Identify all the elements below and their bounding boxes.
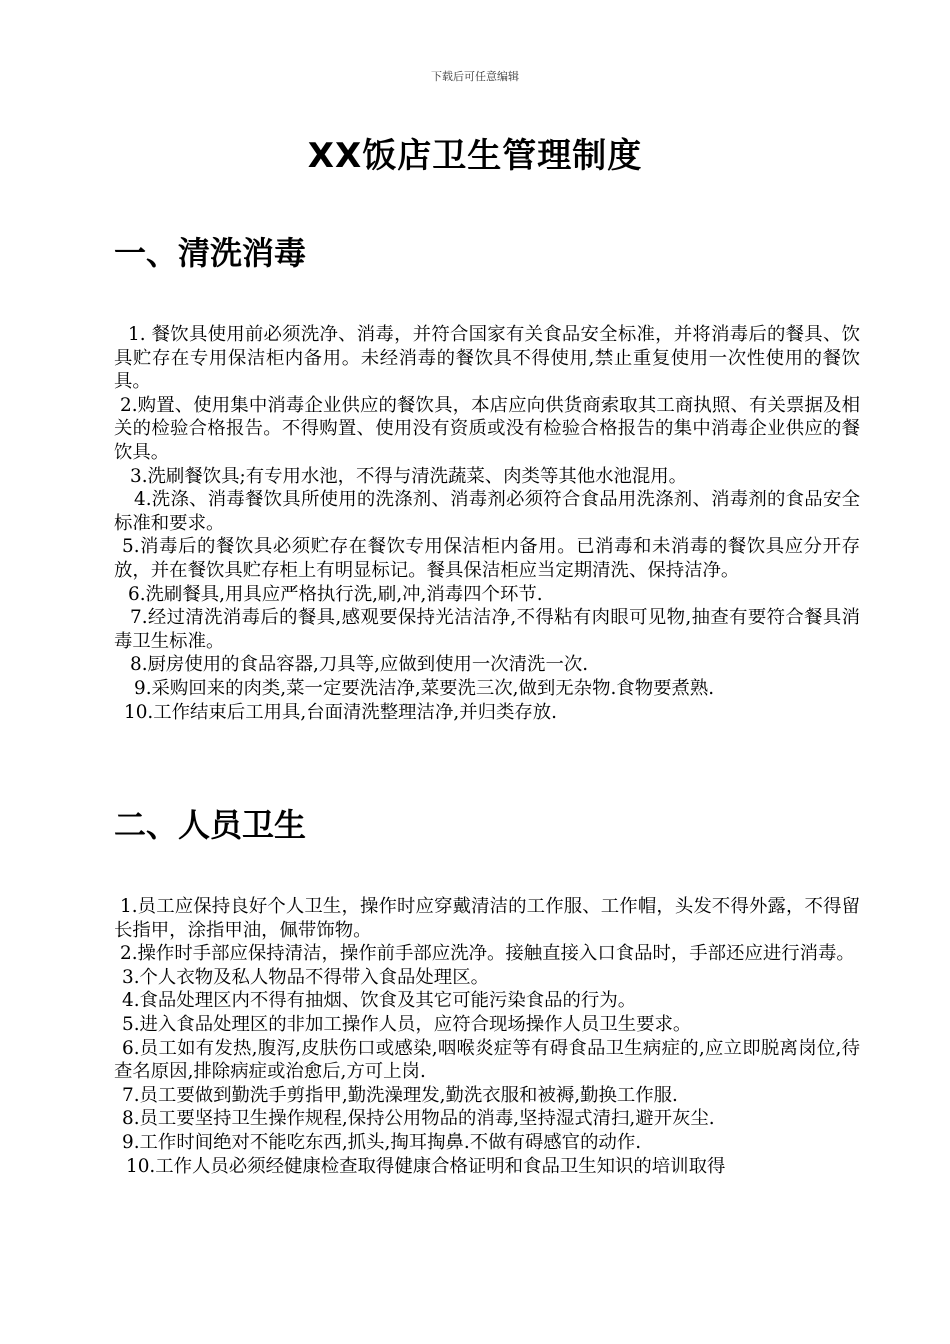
list-item: 7.经过清洗消毒后的餐具,感观要保持光洁洁净,不得粘有肉眼可见物,抽查有要符合餐具消毒卫生标准。 <box>114 607 860 652</box>
header-note: 下载后可任意编辑 <box>431 70 519 83</box>
list-item: 3.洗刷餐饮具;有专用水池，不得与清洗蔬菜、肉类等其他水池混用。 <box>130 465 688 487</box>
list-item: 10.工作结束后工用具,台面清洗整理洁净,并归类存放. <box>124 701 557 723</box>
list-item: 9.工作时间绝对不能吃东西,抓头,掏耳掏鼻.不做有碍感官的动作. <box>122 1131 642 1153</box>
list-item: 2.操作时手部应保持清洁，操作前手部应洗净。接触直接入口食品时，手部还应进行消毒。 <box>120 943 855 965</box>
list-item: 1. 餐饮具使用前必须洗净、消毒，并符合国家有关食品安全标准，并将消毒后的餐具、饮具贮存在专用保洁柜内备用。未经消毒的餐饮具不得使用,禁止重复使用一次性使用的餐饮具。 <box>114 324 860 393</box>
list-item: 6.员工如有发热,腹泻,皮肤伤口或感染,咽喉炎症等有碍食品卫生病症的,应立即脱离岗位,待查名原因,排除病症或治愈后,方可上岗. <box>114 1037 860 1083</box>
section-body-cleaning-disinfection <box>114 323 860 724</box>
list-item: 2.购置、使用集中消毒企业供应的餐饮具，本店应向供货商索取其工商执照、有关票据及相关的检验合格报告。不得购置、使用没有资质或没有检验合格报告的集中消毒企业供应的餐饮具。 <box>114 394 860 463</box>
section-heading-staff-hygiene: 二、人员卫生 <box>114 806 307 844</box>
list-item: 9.采购回来的肉类,菜一定要洗洁净,菜要洗三次,做到无杂物.食物要煮熟. <box>134 677 715 699</box>
list-item: 4.洗涤、消毒餐饮具所使用的洗涤剂、消毒剂必须符合食品用洗涤剂、消毒剂的食品安全标准和要求。 <box>114 489 860 534</box>
list-item: 7.员工要做到勤洗手剪指甲,勤洗澡理发,勤洗衣服和被褥,勤换工作服. <box>122 1084 678 1106</box>
list-item: 4.食品处理区内不得有抽烟、饮食及其它可能污染食品的行为。 <box>122 990 637 1012</box>
list-item: 5.进入食品处理区的非加工操作人员，应符合现场操作人员卫生要求。 <box>122 1013 692 1035</box>
section-body-staff-hygiene <box>114 895 860 1178</box>
list-item: 5.消毒后的餐饮具必须贮存在餐饮专用保洁柜内备用。已消毒和未消毒的餐饮具应分开存放，并在餐饮具贮存柜上有明显标记。餐具保洁柜应当定期清洗、保持洁净。 <box>114 536 860 581</box>
list-item: 1.员工应保持良好个人卫生，操作时应穿戴清洁的工作服、工作帽，头发不得外露，不得留长指甲，涂指甲油，佩带饰物。 <box>114 896 860 941</box>
list-item: 3.个人衣物及私人物品不得带入食品处理区。 <box>122 966 489 988</box>
list-item: 8.厨房使用的食品容器,刀具等,应做到使用一次清洗一次. <box>130 654 589 676</box>
list-item: 8.员工要坚持卫生操作规程,保持公用物品的消毒,坚持湿式清扫,避开灰尘. <box>122 1108 715 1130</box>
document-title: XX饭店卫生管理制度 <box>307 136 643 176</box>
section-heading-cleaning-disinfection: 一、清洗消毒 <box>114 234 307 272</box>
list-item: 6.洗刷餐具,用具应严格执行洗,刷,冲,消毒四个环节. <box>128 583 543 605</box>
list-item: 10.工作人员必须经健康检查取得健康合格证明和食品卫生知识的培训取得 <box>126 1155 726 1177</box>
